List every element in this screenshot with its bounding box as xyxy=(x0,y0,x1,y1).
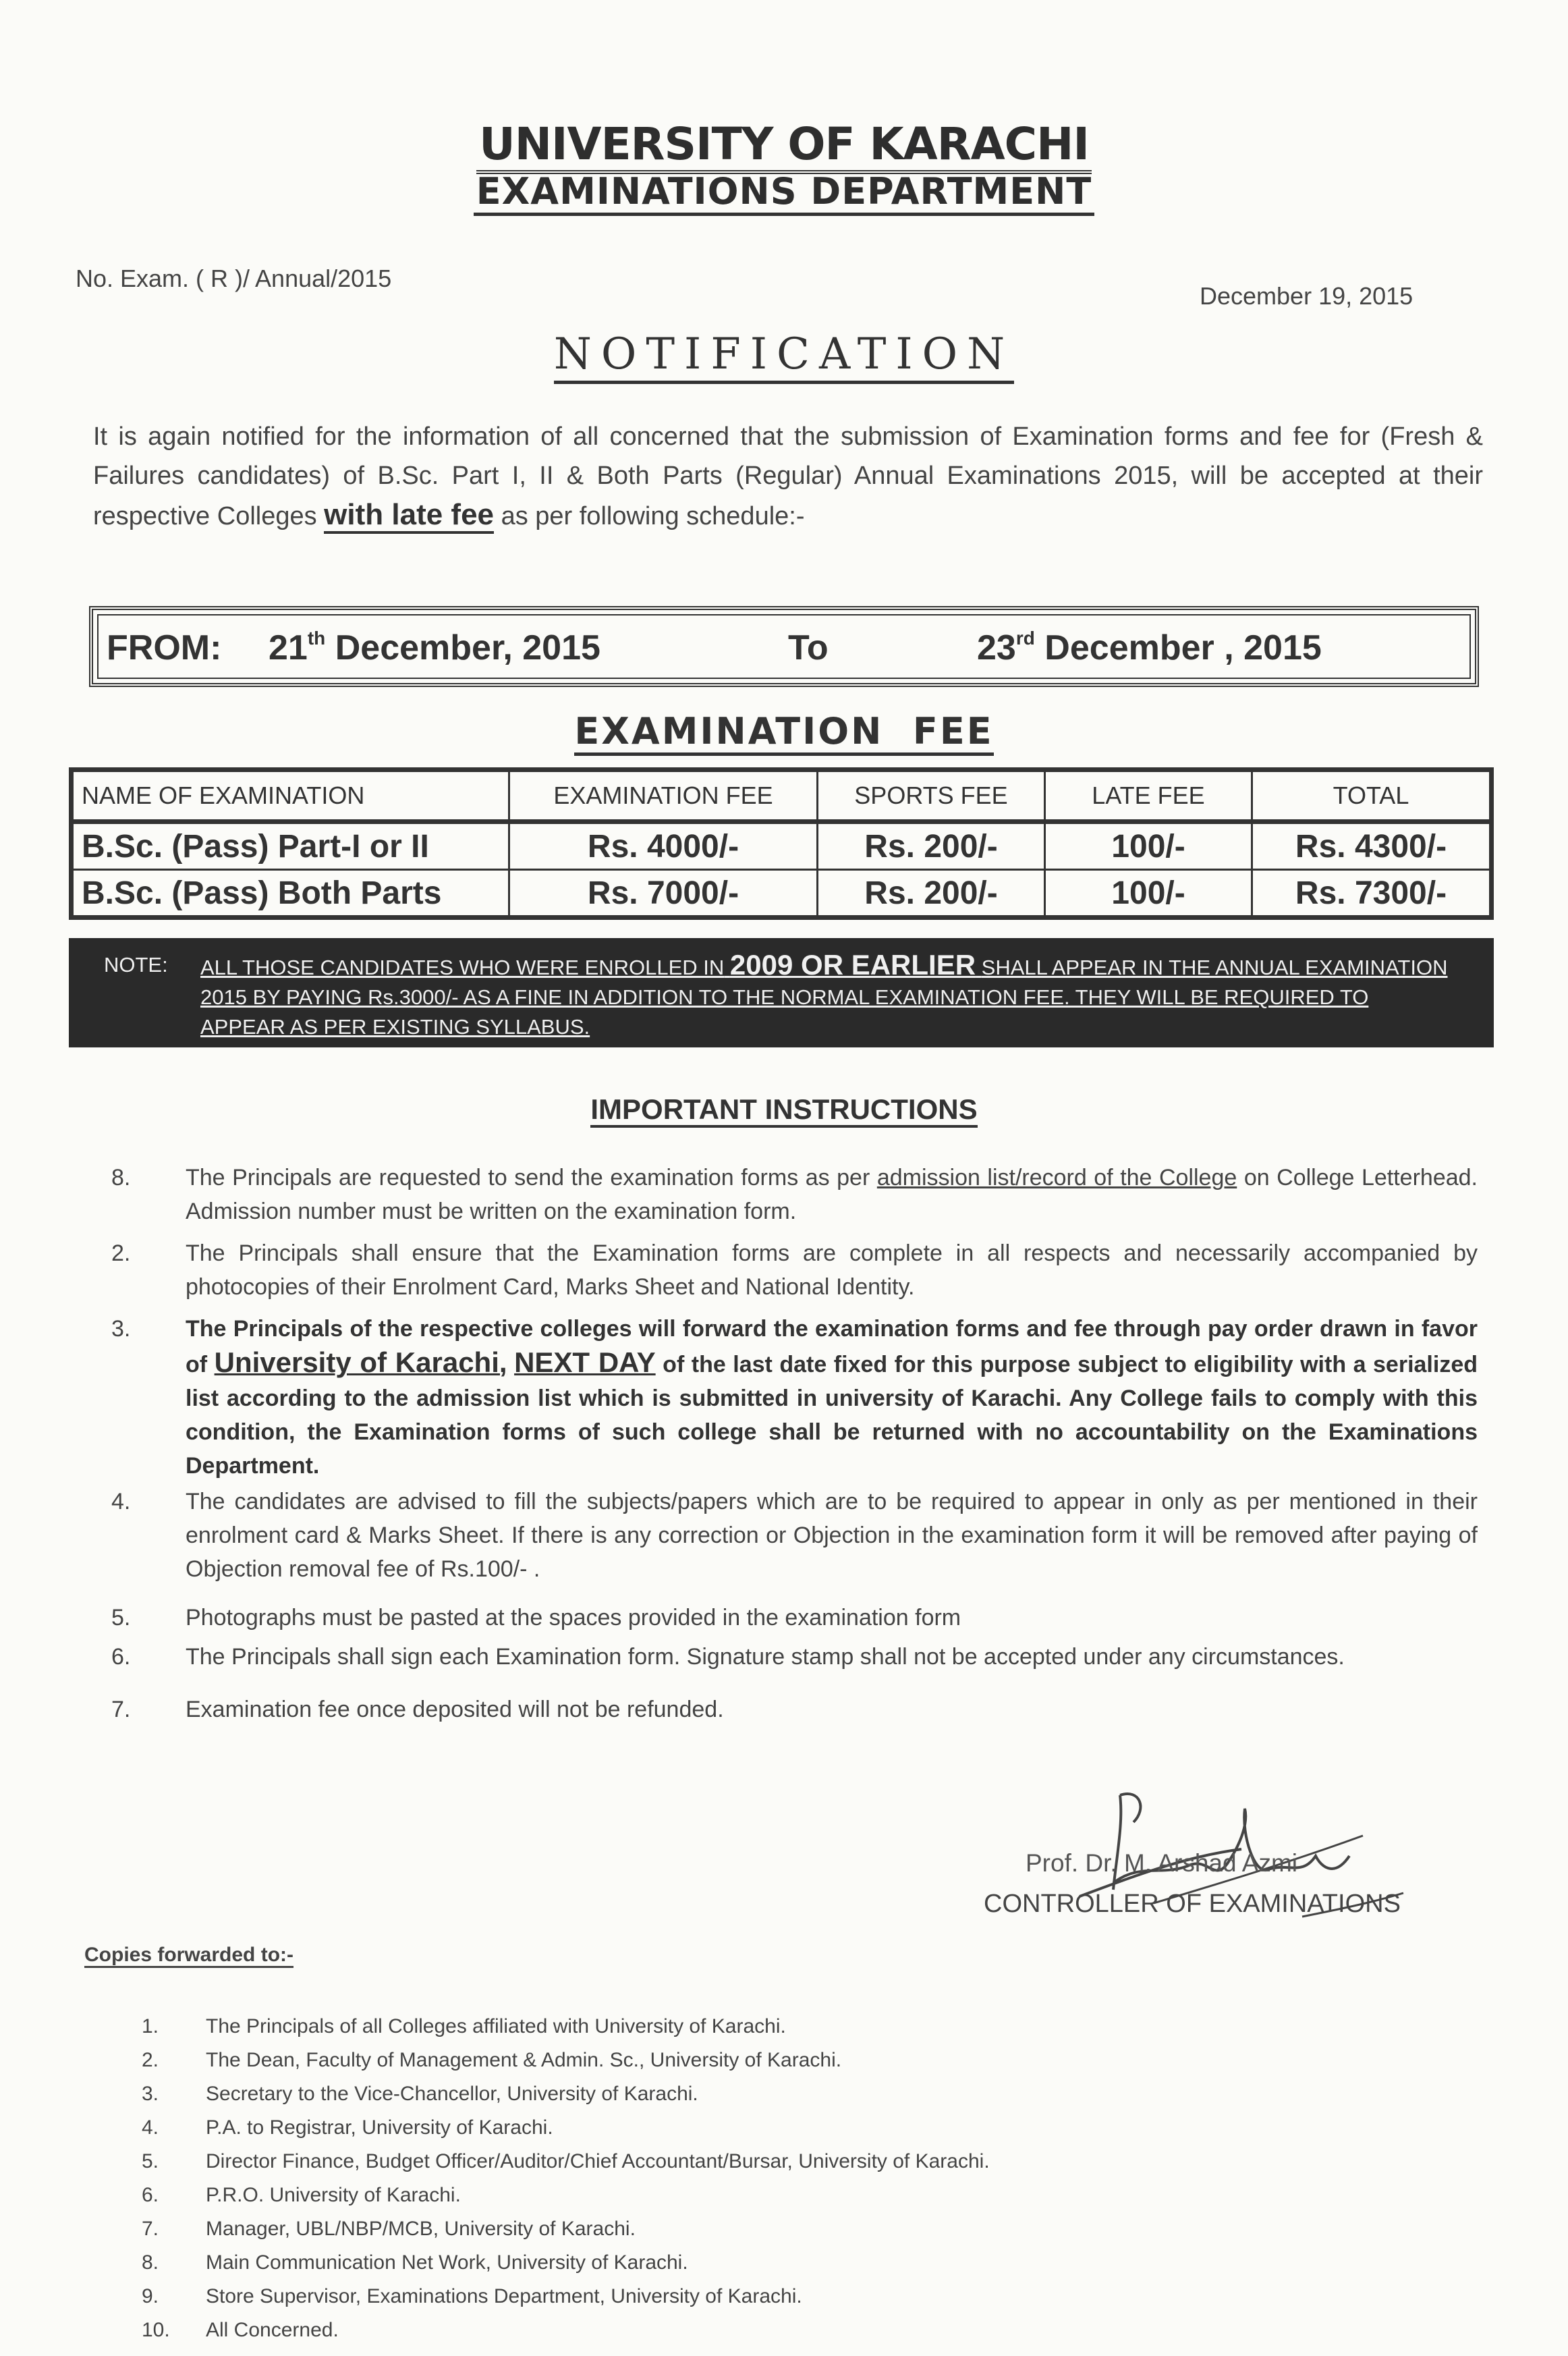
table-row xyxy=(72,870,1492,918)
cell-exam-fee: Rs. 7000/- xyxy=(509,870,818,918)
note-label: NOTE: xyxy=(104,953,168,977)
instruction-item: 7. Examination fee once deposited will not be refunded. xyxy=(111,1697,724,1722)
instruction-item: 8. The Principals are requested to send the examination forms as per admission list/record of the College on College Letterhead. Admission number must be written on the examination form. xyxy=(111,1165,1478,1224)
instruction-item: 6. The Principals shall sign each Examination form. Signature stamp shall not be accepted under any circumstances. xyxy=(111,1644,1345,1670)
reference-number: No. Exam. ( R )/ Annual/2015 xyxy=(76,265,392,292)
instructions-title: IMPORTANT INSTRUCTIONS xyxy=(0,1093,1568,1126)
schedule-to-label: To xyxy=(788,628,829,667)
header-exam-fee: EXAMINATION FEE xyxy=(509,770,818,822)
intro-paragraph: It is again notified for the information of all concerned that the submission of Examination forms and fee for (Fresh & Failures candidates) of B.Sc. Part I, II & Both Parts (Regular) Annual Examinations 2015, will be accepted at their respective Colleges with late fee as per following schedule:- xyxy=(93,417,1483,536)
signatory-name: Prof. Dr. M. Arshad Azmi xyxy=(1026,1849,1298,1877)
notification-title: NOTIFICATION xyxy=(0,329,1568,379)
cell-name: B.Sc. (Pass) Both Parts xyxy=(72,870,509,918)
cell-late-fee: 100/- xyxy=(1045,870,1252,918)
schedule-box xyxy=(89,606,1479,687)
cell-total: Rs. 4300/- xyxy=(1252,822,1492,870)
cell-exam-fee: Rs. 4000/- xyxy=(509,822,818,870)
note-banner xyxy=(69,938,1494,1047)
header-total: TOTAL xyxy=(1252,770,1492,822)
late-fee-emphasis: with late fee xyxy=(324,498,494,534)
note-text: ALL THOSE CANDIDATES WHO WERE ENROLLED IN 2009 OR EARLIER SHALL APPEAR IN THE ANNUAL EXAMINATION 2015 BY PAYING Rs.3000/- AS A FINE IN ADDITION TO THE NORMAL EXAMINATION FEE. THEY WILL BE REQUIRED TO APPEAR AS PER EXISTING SYLLABUS. xyxy=(200,949,1448,1039)
cell-total: Rs. 7300/- xyxy=(1252,870,1492,918)
schedule-from-date: 21th December, 2015 xyxy=(269,628,600,667)
header-late-fee: LATE FEE xyxy=(1045,770,1252,822)
instruction-item: 3. The Principals of the respective colleges will forward the examination forms and fee through pay order drawn in favor of University of Karachi, NEXT DAY of the last date fixed for this purpose subject to eligibility with a serialized list according to the admission list which is submitted in university of Karachi. Any College fails to comply with this condition, the Examination forms of such college shall be returned with no accountability on the Examinations Department. xyxy=(111,1316,1478,1479)
signatory-title: CONTROLLER OF EXAMINATIONS xyxy=(984,1890,1401,1918)
table-row xyxy=(72,822,1492,870)
schedule-from-label: FROM: xyxy=(107,628,222,667)
department-name: EXAMINATIONS DEPARTMENT xyxy=(0,170,1568,213)
cell-sports-fee: Rs. 200/- xyxy=(818,822,1045,870)
fee-table xyxy=(69,767,1494,920)
fee-table-header xyxy=(72,770,1492,822)
copies-heading: Copies forwarded to:- xyxy=(84,1944,293,1967)
notification-date: December 19, 2015 xyxy=(1200,282,1413,310)
cell-name: B.Sc. (Pass) Part-I or II xyxy=(72,822,509,870)
instruction-item: 2. The Principals shall ensure that the Examination forms are complete in all respects and necessarily accompanied by photocopies of their Enrolment Card, Marks Sheet and National Identity. xyxy=(111,1240,1478,1300)
header-name: NAME OF EXAMINATION xyxy=(72,770,509,822)
header-sports-fee: SPORTS FEE xyxy=(818,770,1045,822)
instruction-item: 5. Photographs must be pasted at the spaces provided in the examination form xyxy=(111,1605,961,1631)
schedule-to-date: 23rd December , 2015 xyxy=(977,628,1322,667)
cell-late-fee: 100/- xyxy=(1045,822,1252,870)
fee-table-title: EXAMINATION FEE xyxy=(0,710,1568,752)
instruction-item: 4. The candidates are advised to fill the subjects/papers which are to be required to appear in only as per mentioned in their enrolment card & Marks Sheet. If there is any correction or Objection in the examination form it will be removed after paying of Objection removal fee of Rs.100/- . xyxy=(111,1489,1478,1582)
note-emphasis: 2009 OR EARLIER xyxy=(729,949,976,981)
university-name: UNIVERSITY OF KARACHI xyxy=(0,118,1568,170)
cell-sports-fee: Rs. 200/- xyxy=(818,870,1045,918)
